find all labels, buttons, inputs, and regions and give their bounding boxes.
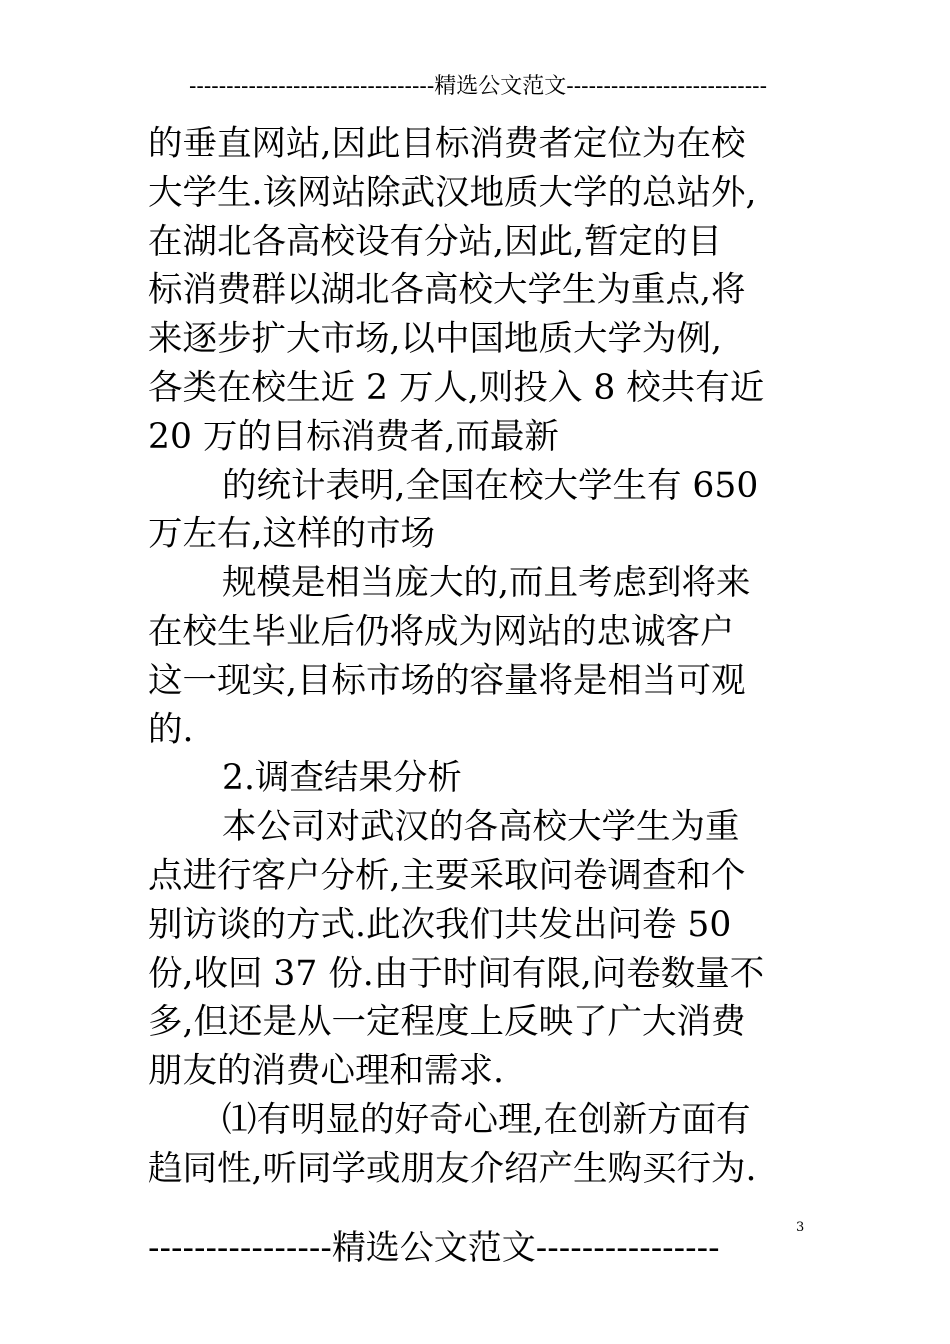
body-line: 各类在校生近 2 万人,则投入 8 校共有近 — [148, 367, 765, 408]
body-line: 本公司对武汉的各高校大学生为重 — [222, 807, 740, 848]
body-line: ⑴有明显的好奇心理,在创新方面有 — [222, 1099, 751, 1140]
body-line: 的. — [148, 709, 194, 750]
body-line: 的垂直网站,因此目标消费者定位为在校 — [148, 124, 746, 164]
body-line: 在湖北各高校设有分站,因此,暂定的目 — [148, 221, 722, 262]
page-footer: ----------------精选公文范文---------------- — [148, 1228, 720, 1268]
document-body — [148, 120, 818, 1194]
page-number: 3 — [796, 1220, 805, 1235]
body-line: 标消费群以湖北各高校大学生为重点,将 — [148, 270, 746, 311]
body-line: 多,但还是从一定程度上反映了广大消费 — [148, 1002, 746, 1043]
body-line: 规模是相当庞大的,而且考虑到将来 — [222, 563, 751, 604]
body-line: 来逐步扩大市场,以中国地质大学为例, — [148, 319, 722, 360]
body-line: 这一现实,目标市场的容量将是相当可观 — [148, 660, 746, 701]
body-line: 点进行客户分析,主要采取问卷调查和个 — [148, 855, 746, 896]
body-line: 朋友的消费心理和需求. — [148, 1051, 504, 1092]
body-line: 的统计表明,全国在校大学生有 650 — [222, 465, 759, 506]
body-line: 在校生毕业后仍将成为网站的忠诚客户 — [148, 611, 735, 652]
body-line: 万左右,这样的市场 — [148, 514, 435, 555]
body-line: 份,收回 37 份.由于时间有限,问卷数量不 — [148, 953, 765, 994]
body-line: 趋同性,听同学或朋友介绍产生购买行为. — [148, 1148, 757, 1189]
body-line: 大学生.该网站除武汉地质大学的总站外, — [148, 172, 757, 213]
page-header: ---------------------------------精选公文范文--------------------------- — [188, 74, 768, 99]
body-line: 别访谈的方式.此次我们共发出问卷 50 — [148, 904, 732, 945]
section-heading: 2.调查结果分析 — [222, 758, 462, 799]
body-line: 20 万的目标消费者,而最新 — [148, 416, 559, 457]
